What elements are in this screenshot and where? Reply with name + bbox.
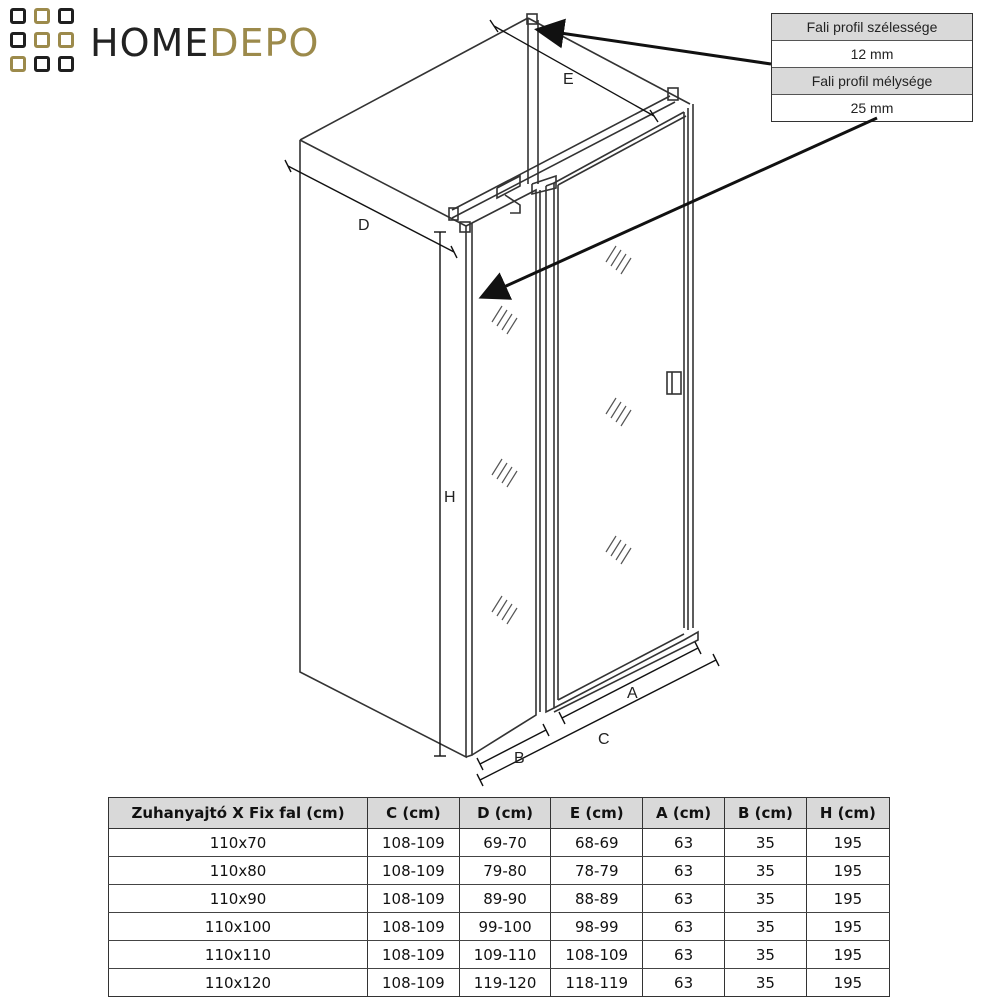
table-cell: 110x100 [109, 913, 368, 941]
door-glass-panel [546, 104, 698, 712]
logo-text-depo: DEPO [209, 21, 320, 65]
table-cell: 63 [643, 829, 725, 857]
table-cell: 108-109 [551, 941, 643, 969]
table-cell: 195 [806, 857, 889, 885]
table-cell: 195 [806, 913, 889, 941]
table-cell: 110x120 [109, 969, 368, 997]
table-cell: 108-109 [368, 941, 460, 969]
dimension-label-h: H [444, 489, 456, 506]
table-cell: 35 [725, 885, 807, 913]
table-cell: 110x90 [109, 885, 368, 913]
table-cell: 119-120 [459, 969, 551, 997]
table-cell: 68-69 [551, 829, 643, 857]
table-cell: 35 [725, 913, 807, 941]
wall-outline [300, 18, 690, 757]
dimension-d [285, 160, 457, 258]
table-cell: 109-110 [459, 941, 551, 969]
table-cell: 63 [643, 885, 725, 913]
profile-depth-value: 25 mm [850, 100, 894, 116]
table-cell: 89-90 [459, 885, 551, 913]
table-row [109, 885, 890, 913]
table-cell: 110x80 [109, 857, 368, 885]
table-cell: 110x110 [109, 941, 368, 969]
table-cell: 35 [725, 829, 807, 857]
callout-arrow-depth [484, 118, 877, 296]
dimension-label-a: A [627, 685, 638, 702]
dimension-label-c: C [598, 731, 610, 748]
column-header-d: D (cm) [459, 798, 551, 829]
profile-depth-label: Fali profil mélysége [772, 68, 972, 95]
table-cell: 118-119 [551, 969, 643, 997]
table-cell: 108-109 [368, 829, 460, 857]
callout-arrow-width [540, 30, 771, 64]
table-cell: 63 [643, 857, 725, 885]
table-cell: 35 [725, 969, 807, 997]
column-header-e: E (cm) [551, 798, 643, 829]
table-cell: 98-99 [551, 913, 643, 941]
table-cell: 78-79 [551, 857, 643, 885]
dimension-table [108, 797, 890, 997]
table-cell: 195 [806, 885, 889, 913]
column-header-c: C (cm) [368, 798, 460, 829]
table-cell: 63 [643, 969, 725, 997]
table-cell: 108-109 [368, 969, 460, 997]
dimension-label-b: B [514, 750, 525, 767]
dimension-label-d: D [358, 217, 370, 234]
table-row [109, 969, 890, 997]
table-row [109, 941, 890, 969]
table-cell: 108-109 [368, 913, 460, 941]
table-cell: 69-70 [459, 829, 551, 857]
table-cell: 99-100 [459, 913, 551, 941]
table-row [109, 913, 890, 941]
profile-width-label: Fali profil szélessége [772, 14, 972, 41]
table-cell: 195 [806, 941, 889, 969]
glass-reflection-marks [492, 246, 631, 624]
table-cell: 108-109 [368, 885, 460, 913]
table-cell: 110x70 [109, 829, 368, 857]
dimension-label-e: E [563, 71, 574, 88]
table-row [109, 829, 890, 857]
table-cell: 63 [643, 941, 725, 969]
door-handle-icon [667, 372, 681, 394]
table-cell: 35 [725, 857, 807, 885]
table-row [109, 857, 890, 885]
table-cell: 35 [725, 941, 807, 969]
table-header-row [109, 798, 890, 829]
table-cell: 195 [806, 829, 889, 857]
column-header-h: H (cm) [806, 798, 889, 829]
dimension-a [559, 642, 701, 724]
column-header-a: A (cm) [643, 798, 725, 829]
table-cell: 108-109 [368, 857, 460, 885]
table-cell: 88-89 [551, 885, 643, 913]
logo-text-home: HOME [90, 21, 210, 65]
table-cell: 195 [806, 969, 889, 997]
table-cell: 79-80 [459, 857, 551, 885]
profile-width-value: 12 mm [772, 41, 972, 68]
column-header-b: B (cm) [725, 798, 807, 829]
column-header-model: Zuhanyajtó X Fix fal (cm) [109, 798, 368, 829]
table-cell: 63 [643, 913, 725, 941]
